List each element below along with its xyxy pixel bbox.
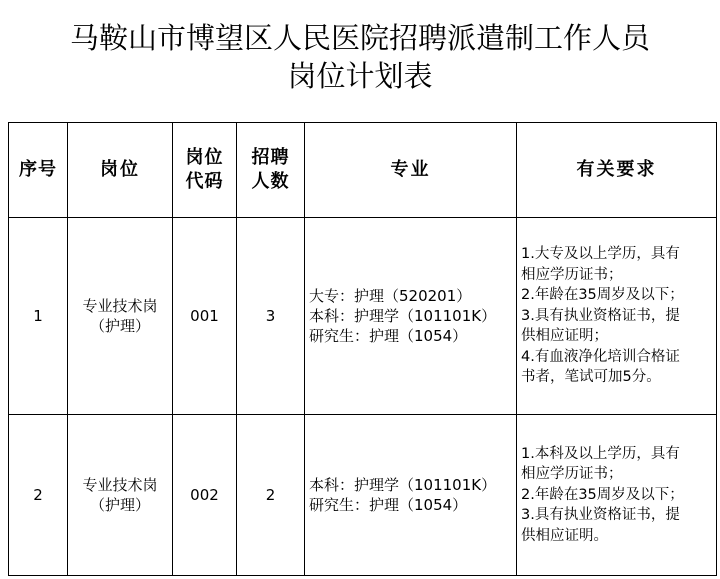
major-line: 本科：护理学（101101K） [309,476,497,494]
header-code-line2: 代码 [185,171,224,192]
requirement-line: 4.有血液净化培训合格证 [521,348,680,365]
major-line: 大专：护理（520201） [309,287,472,305]
cell-code: 002 [173,415,237,576]
cell-seq: 2 [9,415,68,576]
major-line: 研究生：护理（1054） [309,496,468,514]
header-seq: 序号 [9,123,68,218]
cell-post-line1: 专业技术岗 [82,476,158,494]
cell-major [305,218,517,415]
cell-post-line1: 专业技术岗 [82,297,158,315]
requirement-line: 3.具有执业资格证书，提 [521,507,680,524]
requirement-line: 相应学历证书； [521,266,623,283]
position-plan-table [8,122,717,576]
header-post: 岗位 [68,123,173,218]
header-code [173,123,237,218]
table-header-row [9,123,717,218]
cell-major [305,415,517,576]
header-count [237,123,305,218]
requirement-line: 1.本科及以上学历，具有 [521,445,680,462]
cell-count: 3 [237,218,305,415]
header-major: 专业 [305,123,517,218]
requirement-line: 相应学历证书； [521,466,623,483]
page-title: 马鞍山市博望区人民医院招聘派遣制工作人员 [69,21,650,55]
requirement-line: 1.大专及以上学历，具有 [521,246,680,263]
table-row [9,415,717,576]
cell-count: 2 [237,415,305,576]
cell-requirements [517,218,717,415]
requirement-line: 供相应证明。 [521,527,608,544]
requirement-line: 3.具有执业资格证书，提 [521,307,680,324]
cell-post [68,415,173,576]
requirement-line: 2.年龄在35周岁及以下； [521,486,684,503]
cell-post [68,218,173,415]
header-code-line1: 岗位 [185,147,224,168]
cell-post-line2: （护理） [89,496,150,514]
cell-seq: 1 [9,218,68,415]
cell-code: 001 [173,218,237,415]
major-line: 本科：护理学（101101K） [309,307,497,325]
cell-post-line2: （护理） [89,317,150,335]
requirement-line: 2.年龄在35周岁及以下； [521,287,684,304]
cell-requirements [517,415,717,576]
requirement-line: 书者，笔试可加5分。 [521,369,661,386]
table-row [9,218,717,415]
major-line: 研究生：护理（1054） [309,327,468,345]
header-count-line1: 招聘 [251,147,290,168]
header-requirements: 有关要求 [517,123,717,218]
header-count-line2: 人数 [251,171,290,192]
page-subtitle: 岗位计划表 [287,59,433,93]
requirement-line: 供相应证明； [521,328,608,345]
